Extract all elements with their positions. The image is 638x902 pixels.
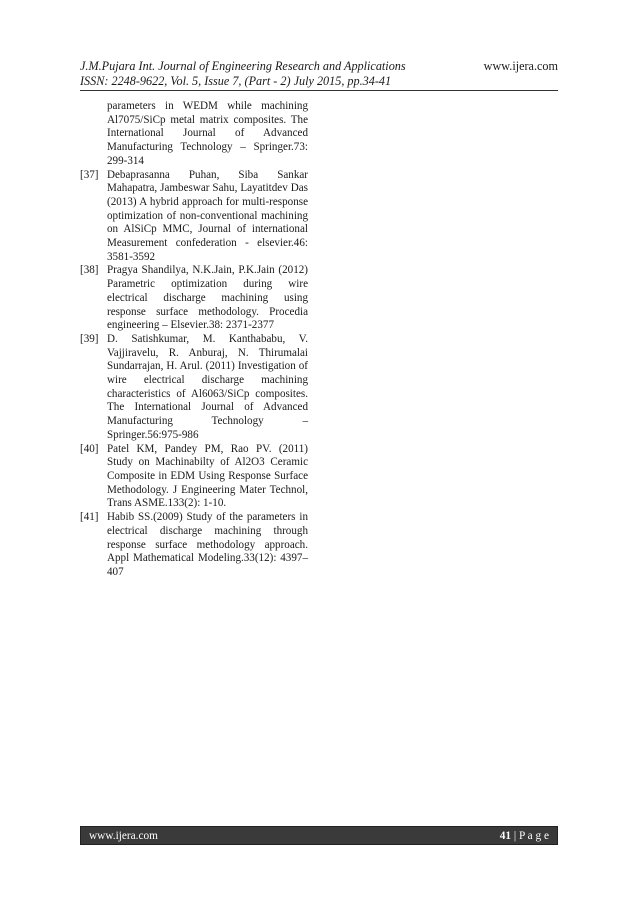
reference-number: [40] bbox=[80, 442, 99, 455]
reference-text: Pragya Shandilya, N.K.Jain, P.K.Jain (2012) Parametric optimization during wire electrical discharge machining using response surface methodology. Procedia engineering – Elsevier.38: 2371-2377 bbox=[107, 264, 308, 332]
reference-item bbox=[80, 169, 308, 265]
reference-number: [38] bbox=[80, 264, 99, 277]
reference-number: [37] bbox=[80, 168, 99, 181]
journal-title: J.M.Pujara Int. Journal of Engineering Research and Applications bbox=[80, 59, 406, 73]
reference-item bbox=[80, 511, 308, 580]
page-number: 41 bbox=[499, 829, 512, 842]
reference-item bbox=[80, 100, 308, 169]
page-separator: | bbox=[511, 829, 519, 842]
page-indicator bbox=[500, 830, 549, 842]
issn-line: ISSN: 2248-9622, Vol. 5, Issue 7, (Part - 2) July 2015, pp.34-41 bbox=[80, 74, 392, 88]
reference-item bbox=[80, 333, 308, 443]
reference-text: Habib SS.(2009) Study of the parameters in electrical discharge machining through response surface methodology approach. Appl Mathematical Modeling.33(12): 4397–407 bbox=[107, 511, 308, 578]
reference-number: [41] bbox=[80, 511, 99, 524]
reference-text: D. Satishkumar, M. Kanthababu, V. Vajjiravelu, R. Anburaj, N. Thirumalai Sundarrajan, H. Arul. (2011) Investigation of wire electrical discharge machining characteristics of Al6063/SiCp composites. The International Journal of Advanced Manufacturing Technology – Springer.56:975-986 bbox=[107, 332, 308, 441]
reference-text: Debaprasanna Puhan, Siba Sankar Mahapatra, Jambeswar Sahu, Layatitdev Das (2013) A hybrid approach for multi-response optimization of non-conventional machining on AlSiCp MMC, Journal of international Measurement confederation - elsevier.46: 3581-3592 bbox=[107, 168, 308, 263]
page-header bbox=[80, 59, 558, 89]
header-row bbox=[80, 59, 558, 74]
reference-text: parameters in WEDM while machining Al7075/SiCp metal matrix composites. The International Journal of Advanced Manufacturing Technology – Springer.73: 299-314 bbox=[107, 100, 308, 167]
header-website: www.ijera.com bbox=[483, 59, 558, 73]
footer-website: www.ijera.com bbox=[89, 829, 158, 842]
reference-item bbox=[80, 264, 308, 333]
reference-number: [39] bbox=[80, 332, 99, 345]
page-label: P a g e bbox=[518, 829, 549, 842]
page-footer bbox=[80, 826, 558, 845]
header-divider bbox=[80, 90, 558, 91]
reference-text: Patel KM, Pandey PM, Rao PV. (2011) Study on Machinabilty of Al2O3 Ceramic Composite in EDM Using Response Surface Methodology. J Engineering Mater Technol, Trans ASME.133(2): 1-10. bbox=[107, 442, 308, 510]
reference-list bbox=[80, 100, 308, 580]
reference-item bbox=[80, 443, 308, 512]
